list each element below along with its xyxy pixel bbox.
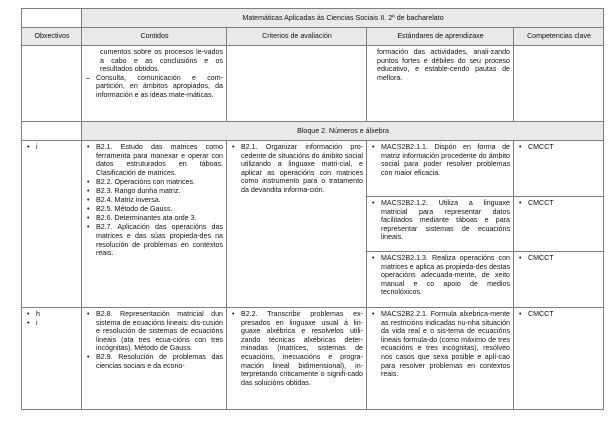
row1-objective-cell [22, 141, 82, 308]
carry-standard-text: formación das actividades, anali-zando puntos fortes e débiles do seu proceso educativo, e estable-cendo pautas de mellora. [377, 48, 510, 82]
table-title: Matemáticas Aplicadas ás Ciencias Sociais II. 2º de bacharelato [82, 9, 604, 28]
competence-cell [514, 252, 604, 308]
carry-contents-cell [82, 46, 227, 122]
row2-criteria-cell [227, 308, 367, 410]
table-row [22, 308, 604, 410]
carry-over-row [22, 46, 604, 122]
carry-content-item: – Consulta, comunicación e com-partición, en ámbitos apropiados, da información e as ideas mate-máticas. [86, 74, 223, 100]
block-header-row [22, 122, 604, 141]
column-header-row [22, 28, 604, 46]
row1-contents-cell [82, 141, 227, 308]
row2-objective: • h [26, 310, 78, 319]
table-title-row [22, 9, 604, 28]
competence-cell [514, 308, 604, 410]
row1-objective: • i [26, 143, 78, 152]
content-item: • B2.2. Operacións con matrices. [86, 178, 223, 187]
criterion-item: • B2.2. Transcribir problemas ex-presados en linguaxe usual á lin-guaxe alxébrica e resolvelos utili-zando técnicas alxébricas deter-minadas (matrices, sistemas de ecuacións, inecuacións e progra-mación lineal bidimensional), in-terpretando criticamente o signifi-cado das solucións obtidas. [231, 310, 363, 387]
block-title: Bloque 2. Números e álxebra [82, 122, 604, 141]
carry-content-lead: cumentos sobre os procesos le-vados a cabo e as conclusións e os resultados obtidos. [100, 48, 223, 74]
standard-cell [367, 141, 514, 197]
standard-item: • MACS2B2.1.3. Realiza operacións con matrices e aplica as propieda-des destas operacións adecuada-mente, de xeito manual e co apoio de medios tecnolóxicos. [371, 254, 510, 297]
curriculum-table-page [21, 8, 603, 439]
standard-item: • MACS2B2.2.1. Formula alxebrica-mente as restricións indicadas nu-nha situación da vida real e o sis-tema de ecuacións lineais formula-do (como máximo de tres ecuacións e tres incógnitas), resólveo nos casos que sexa posible e aplí-cao para resolver problemas en contextos reais. [371, 310, 510, 379]
row2-objective: • i [26, 319, 78, 328]
competence-cell [514, 141, 604, 197]
competence-cell [514, 197, 604, 252]
criterion-item: • B2.1. Organizar información pro-cedente de situacións do ámbito social utilizando a linguaxe matri-cial, e aplicar as operacións con matrices como instrumento para o tratamento da devandita informa-ción. [231, 143, 363, 195]
header-standards: Estándares de aprendizaxe [367, 28, 514, 46]
carry-criteria-cell [227, 46, 367, 122]
content-item: • B2.9. Resolución de problemas das ciencias sociais e da econo- [86, 353, 223, 370]
header-objectives: Obxectivos [22, 28, 82, 46]
carry-competence-cell [514, 46, 604, 122]
row1-criteria-cell [227, 141, 367, 308]
content-item: • B2.3. Rango dunha matriz. [86, 187, 223, 196]
content-item: • B2.6. Determinantes ata orde 3. [86, 214, 223, 223]
standard-cell [367, 308, 514, 410]
curriculum-table [21, 8, 604, 410]
competence-item: • CMCCT [518, 254, 600, 263]
carry-objective-cell [22, 46, 82, 122]
header-criteria: Criterios de avaliación [227, 28, 367, 46]
row2-objective-cell [22, 308, 82, 410]
standard-item: • MACS2B2.1.1. Dispón en forma de matriz información procedente do ámbito social para poder resolver problemas con maior eficacia. [371, 143, 510, 177]
content-item: • B2.7. Aplicación das operacións das matrices e das súas propieda-des na resolución de problemas en contextos reais. [86, 223, 223, 257]
content-item: • B2.8. Representación matricial dun sistema de ecuacións lineais: dis-cusión e resolución de sistemas de ecuacións lineais (ata tres ecua-cións con tres incógnitas). Método de Gauss. [86, 310, 223, 353]
header-contents: Contidos [82, 28, 227, 46]
content-item: • B2.1. Estudo das matrices como ferramenta para manexar e operar con datos estruturados en táboas. Clasificación de matrices. [86, 143, 223, 177]
competence-item: • CMCCT [518, 199, 600, 208]
carry-standard-cell [367, 46, 514, 122]
standard-item: • MACS2B2.1.2. Utiliza a linguaxe matricial para representar datos facilitados mediante táboas e para representar sistemas de ecuacións lineais. [371, 199, 510, 242]
content-item: • B2.4. Matriz inversa. [86, 196, 223, 205]
header-competences: Competencias clave [514, 28, 604, 46]
row2-contents-cell [82, 308, 227, 410]
competence-item: • CMCCT [518, 143, 600, 152]
competence-item: • CMCCT [518, 310, 600, 319]
table-row [22, 141, 604, 197]
content-item: • B2.5. Método de Gauss. [86, 205, 223, 214]
standard-cell [367, 197, 514, 252]
standard-cell [367, 252, 514, 308]
